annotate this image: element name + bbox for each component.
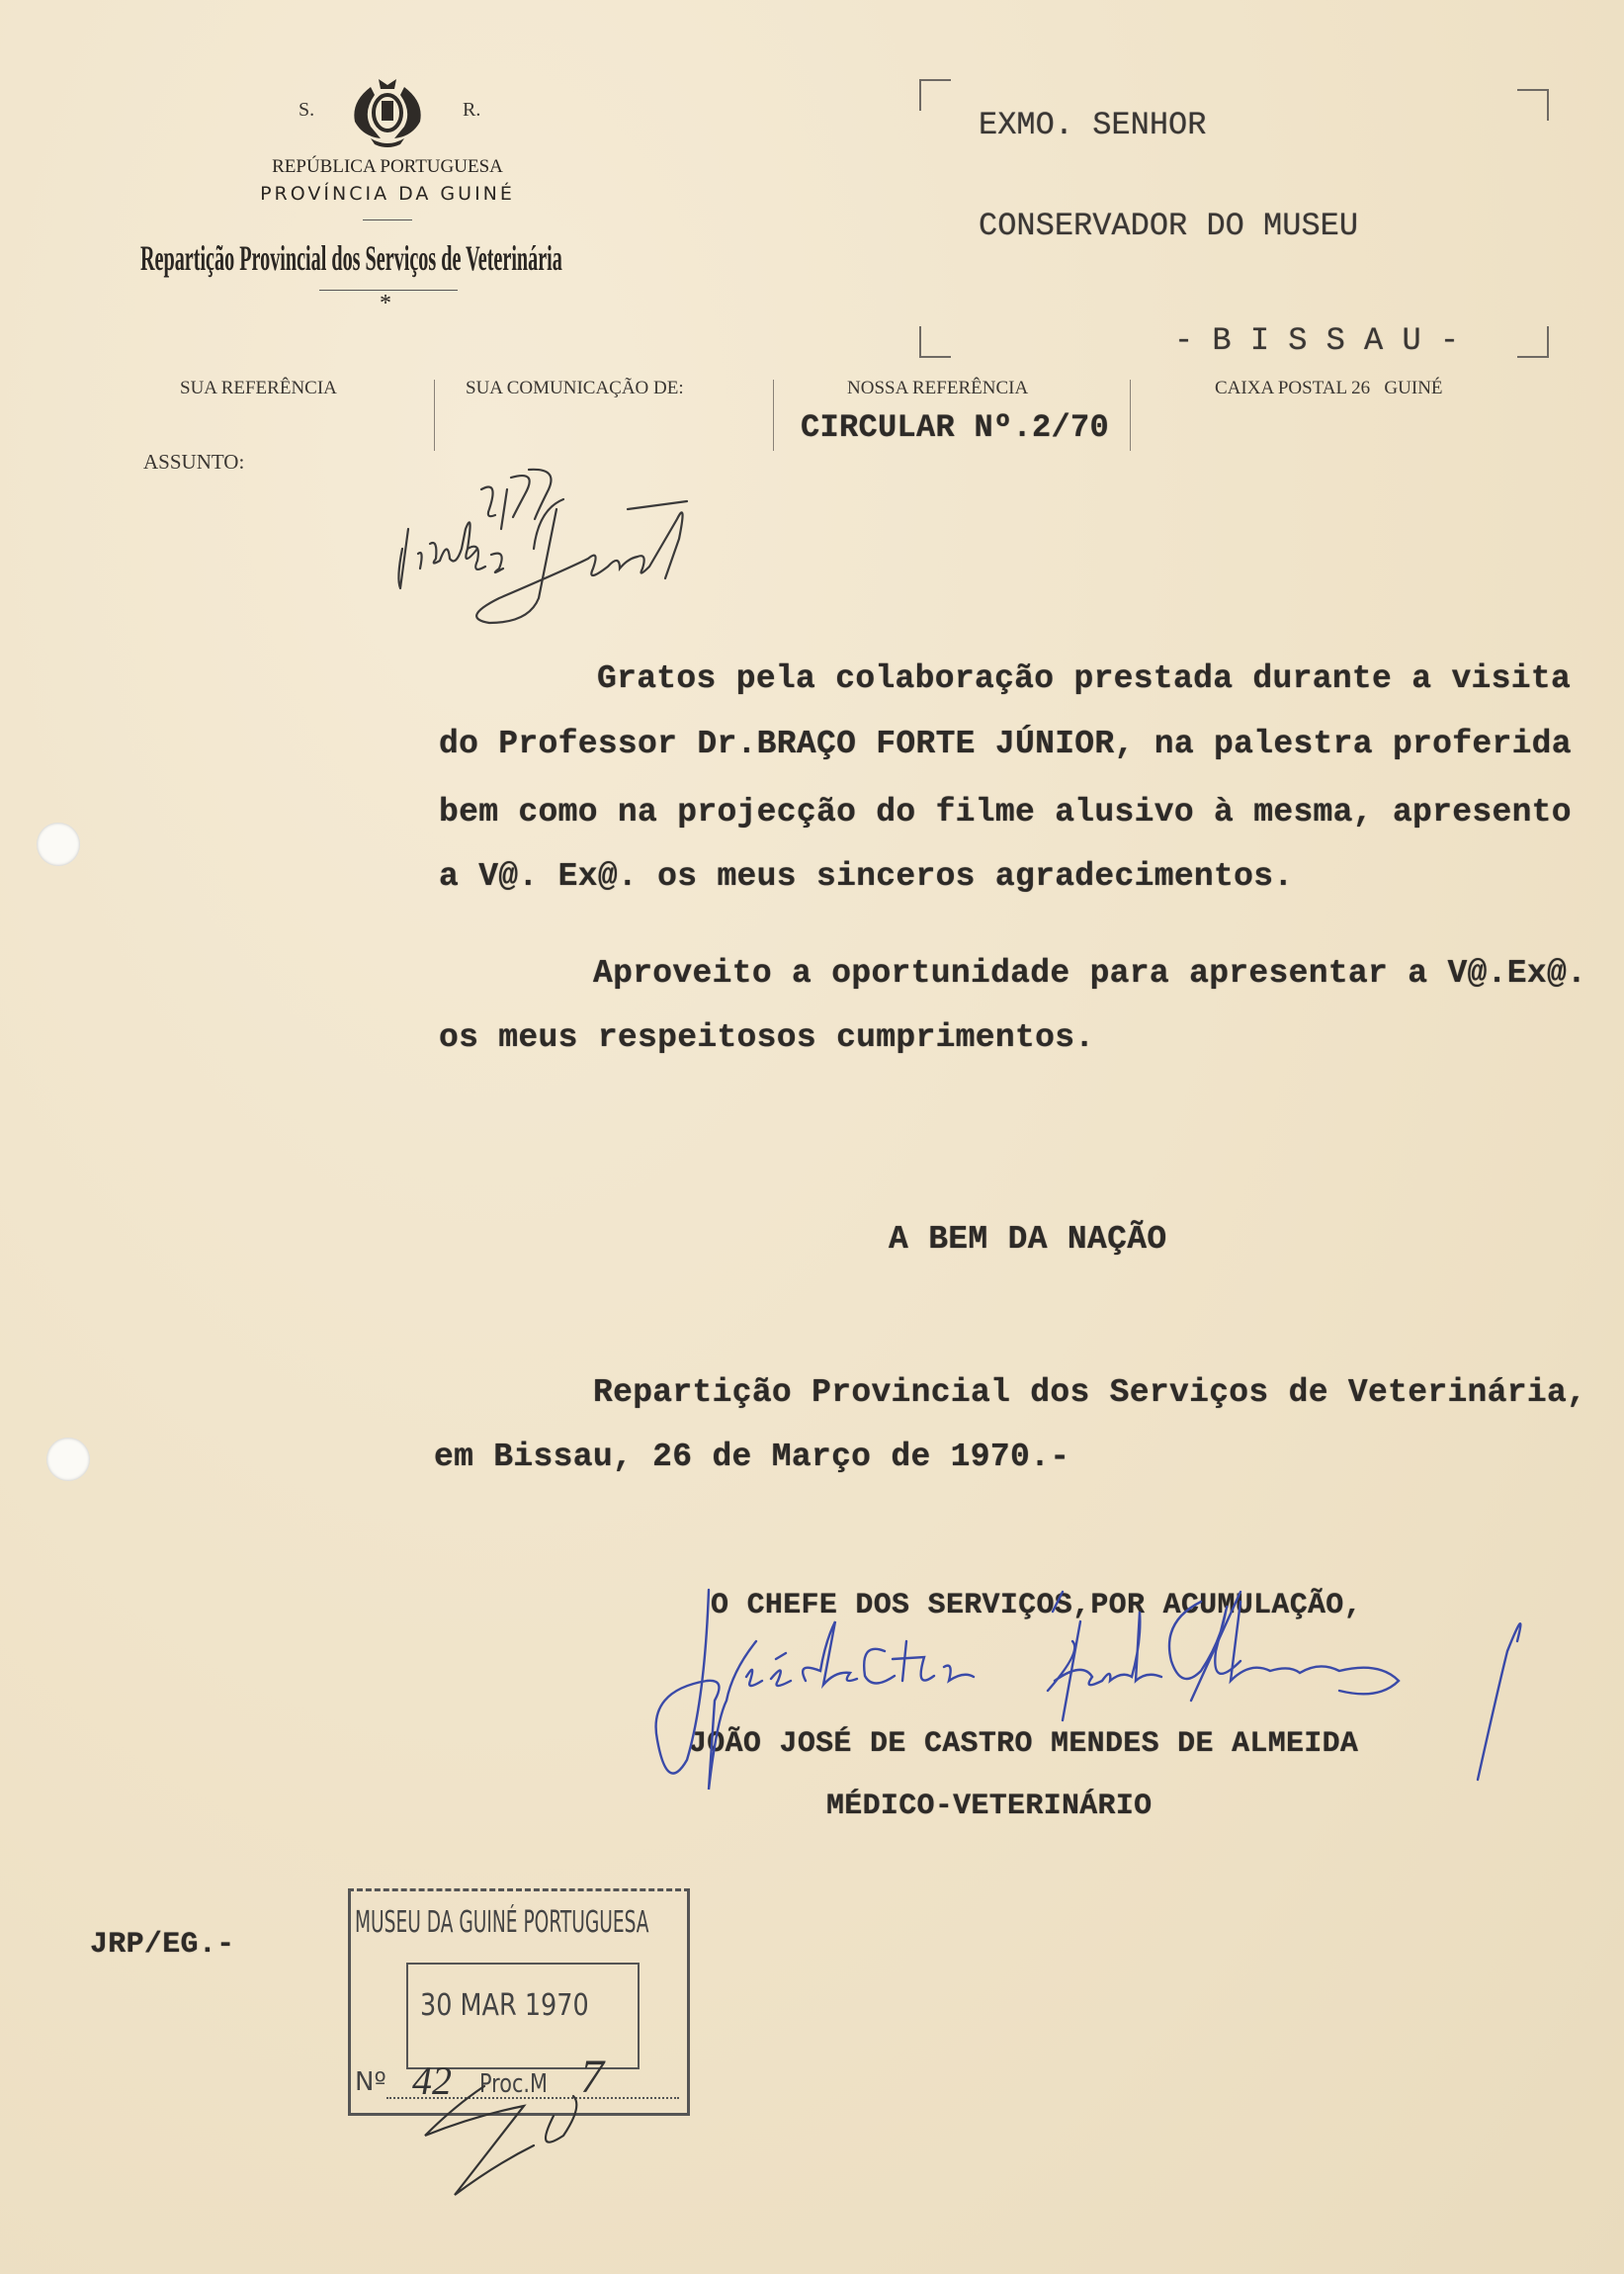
recipient-city: - B I S S A U - (1174, 322, 1460, 359)
stamp-proc-label: Proc.M (479, 2069, 548, 2099)
sua-comunicacao-label: SUA COMUNICAÇÃO DE: (466, 378, 684, 398)
sua-referencia-label: SUA REFERÊNCIA (180, 378, 337, 398)
divider (363, 219, 412, 220)
body-para1-line: bem como na projecção do filme alusivo à mesma, apresento (439, 794, 1572, 831)
divider (773, 380, 774, 451)
address-bracket (1517, 89, 1549, 121)
body-para1-line: Gratos pela colaboração prestada durante a visita (597, 660, 1572, 697)
typist-initials: JRP/EG.- (90, 1928, 235, 1962)
letterhead-asterisk: * (380, 291, 391, 316)
letterhead-r: R. (463, 99, 481, 121)
caixa-postal: CAIXA POSTAL 26 GUINÉ (1215, 378, 1443, 398)
stamp-proc-value: 7 (580, 2051, 604, 2103)
address-bracket (919, 326, 951, 358)
address-bracket (919, 79, 951, 111)
handwritten-signature (647, 1582, 1537, 1819)
letterhead-s: S. (299, 99, 315, 121)
letterhead-department: Repartição Provincial dos Serviços de Veterinária (140, 238, 562, 278)
assunto-label: ASSUNTO: (143, 450, 245, 474)
signatory-role: MÉDICO-VETERINÁRIO (826, 1790, 1153, 1823)
body-para2-line: os meus respeitosos cumprimentos. (439, 1019, 1095, 1056)
letterhead-province: PROVÍNCIA DA GUINÉ (260, 183, 515, 205)
closing-motto: A BEM DA NAÇÃO (889, 1221, 1167, 1258)
handwritten-note (390, 450, 707, 648)
body-para1-line: a V@. Ex@. os meus sinceros agradecimentos. (439, 858, 1294, 895)
place-date-line: em Bissau, 26 de Março de 1970.- (434, 1439, 1070, 1475)
punch-hole (46, 1438, 90, 1481)
stamp-date: 30 MAR 1970 (420, 1988, 589, 2023)
nossa-referencia-value: CIRCULAR Nº.2/70 (801, 409, 1110, 446)
body-para2-line: Aproveito a oportunidade para apresentar a V@.Ex@. (593, 955, 1587, 992)
nossa-referencia-label: NOSSA REFERÊNCIA (847, 378, 1029, 398)
stamp-institution: MUSEU DA GUINÉ PORTUGUESA (355, 1905, 649, 1940)
handwritten-mark (415, 2076, 633, 2205)
place-date-line: Repartição Provincial dos Serviços de Veterinária, (593, 1374, 1587, 1411)
signatory-title: O CHEFE DOS SERVIÇOS,POR ACUMULAÇÃO, (711, 1589, 1362, 1622)
punch-hole (37, 823, 80, 866)
letterhead-republic: REPÚBLICA PORTUGUESA (272, 156, 503, 177)
recipient-line1: EXMO. SENHOR (979, 107, 1207, 143)
divider (1130, 380, 1131, 451)
signatory-name: JOÃO JOSÉ DE CASTRO MENDES DE ALMEIDA (689, 1727, 1359, 1761)
divider (434, 380, 435, 451)
body-para1-line: do Professor Dr.BRAÇO FORTE JÚNIOR, na palestra proferida (439, 726, 1572, 762)
recipient-line2: CONSERVADOR DO MUSEU (979, 208, 1359, 244)
stamp-number-value: 42 (412, 2058, 452, 2103)
address-bracket (1517, 326, 1549, 358)
coat-of-arms-icon (341, 77, 435, 148)
stamp-number-label: Nº (355, 2067, 386, 2097)
